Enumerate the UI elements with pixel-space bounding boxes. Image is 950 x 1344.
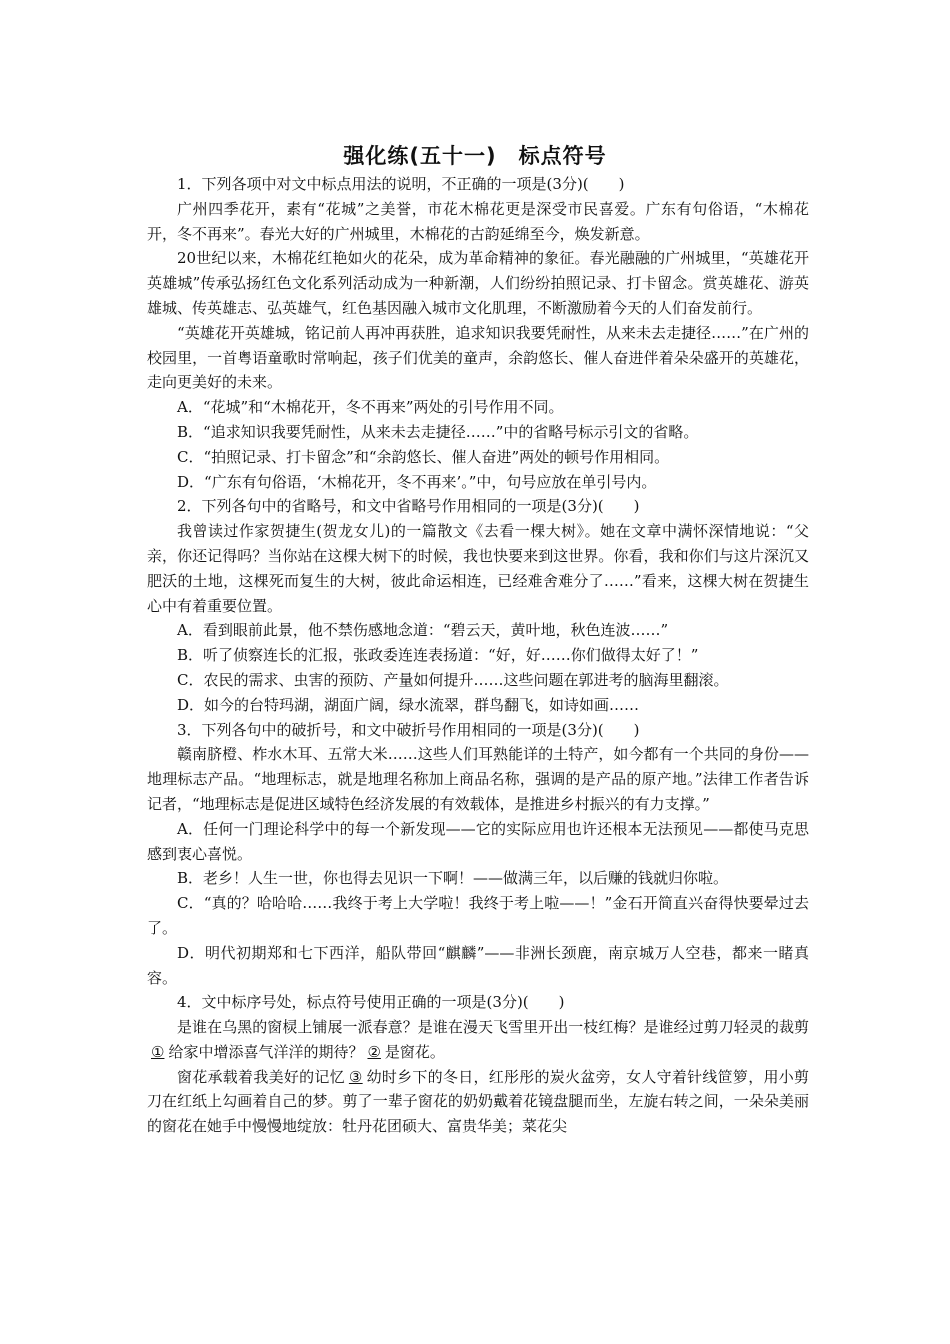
document-body (147, 172, 809, 1139)
question-2-stem: 2．下列各句中的省略号，和文中省略号作用相同的一项是(3分)( ) (177, 497, 640, 516)
option-a: A．看到眼前此景，他不禁伤感地念道：“碧云天，黄叶地，秋色连波……” (177, 621, 669, 640)
passage-1-paragraph: 20世纪以来，木棉花红艳如火的花朵，成为革命精神的象征。春光融融的广州城里，“英雄花开英雄城”传承弘扬红色文化系列活动成为一种新潮，人们纷纷拍照记录、打卡留念。赏英雄花、游英雄城、传英雄志、弘英雄气，红色基因融入城市文化肌理，不断激励着今天的人们奋发前行。 (147, 249, 809, 317)
option-d: D．明代初期郑和七下西洋，船队带回“麒麟”——非洲长颈鹿，南京城万人空巷，都来一睹真容。 (147, 943, 809, 987)
passage-4-text: 给家中增添喜气洋洋的期待？ (168, 1042, 364, 1061)
passage-4-text: 幼时乡下的冬日，红彤彤的炭火盆旁，女人守着针线笸箩，用小剪刀在红纸上勾画着自己的梦。剪了一辈子窗花的奶奶戴着花镜盘腿而坐，左旋右转之间，一朵朵美丽的窗花在她手中慢慢地绽放：牡丹花团硕大、富贵华美；菜花尖 (147, 1067, 809, 1136)
option-b: B．“追求知识我要凭耐性，从来未去走捷径……”中的省略号标示引文的省略。 (177, 422, 699, 441)
passage-1-paragraph: “英雄花开英雄城，铭记前人再冲再获胜，追求知识我要凭耐性，从来未去走捷径……”在广州的校园里，一首粤语童歌时常响起，孩子们优美的童声，余韵悠长、催人奋进伴着朵朵盛开的英雄花，走向更美好的未来。 (147, 323, 809, 392)
option-c: C．“真的？哈哈哈……我终于考上大学啦！我终于考上啦——！”金石开简直兴奋得快要晕过去了。 (147, 894, 809, 937)
passage-4-text: 是窗花。 (384, 1042, 445, 1061)
option-b: B．老乡！人生一世，你也得去见识一下啊！——做满三年，以后赚的钱就归你啦。 (177, 869, 729, 888)
option-c: C．农民的需求、虫害的预防、产量如何提升……这些问题在郭进考的脑海里翻滚。 (177, 670, 729, 689)
question-4-stem: 4．文中标序号处，标点符号使用正确的一项是(3分)( ) (177, 993, 565, 1012)
question-1-stem: 1．下列各项中对文中标点用法的说明，不正确的一项是(3分)( ) (177, 175, 625, 193)
passage-2-paragraph: 我曾读过作家贺捷生(贺龙女儿)的一篇散文《去看一棵大树》。她在文章中满怀深情地说：“父亲，你还记得吗？当你站在这棵大树下的时候，我也快要来到这世界。你看，我和你们与这片深沉又肥沃的土地，这棵死而复生的大树，彼此命运相连，已经难舍难分了……”看来，这棵大树在贺捷生心中有着重要位置。 (147, 522, 809, 615)
passage-4-paragraph (147, 1065, 809, 1139)
page-title: 强化练(五十一) 标点符号 (343, 144, 607, 168)
blank-3: ③ (348, 1067, 363, 1086)
blank-2: ② (367, 1042, 381, 1061)
option-c: C．“拍照记录、打卡留念”和“余韵悠长、催人奋进”两处的顿号作用相同。 (177, 447, 670, 466)
option-b: B．听了侦察连长的汇报，张政委连连表扬道：“好，好……你们做得太好了！” (177, 646, 699, 665)
passage-4-paragraph (147, 1015, 809, 1065)
blank-1: ① (151, 1042, 165, 1061)
passage-1-paragraph: 广州四季花开，素有“花城”之美誉，市花木棉花更是深受市民喜爱。广东有句俗语，“木棉花开，冬不再来”。春光大好的广州城里，木棉花的古韵延绵至今，焕发新意。 (147, 199, 809, 243)
option-d: D．如今的台特玛湖，湖面广阔，绿水流翠，群鸟翻飞，如诗如画…… (177, 695, 640, 714)
option-d: D．“广东有句俗语，‘木棉花开，冬不再来’。”中，句号应放在单引号内。 (177, 472, 657, 491)
question-3-stem: 3．下列各句中的破折号，和文中破折号作用相同的一项是(3分)( ) (177, 720, 640, 739)
passage-4-text: 是谁在乌黑的窗棂上铺展一派春意？是谁在漫天飞雪里开出一枝红梅？是谁经过剪刀轻灵的裁剪 (177, 1018, 809, 1037)
passage-4-text: 窗花承载着我美好的记忆 (177, 1067, 345, 1086)
option-a: A．任何一门理论科学中的每一个新发现——它的实际应用也许还根本无法预见——都使马克思感到衷心喜悦。 (147, 819, 809, 863)
passage-3-paragraph: 赣南脐橙、柞水木耳、五常大米……这些人们耳熟能详的土特产，如今都有一个共同的身份——地理标志产品。“地理标志，就是地理名称加上商品名称，强调的是产品的原产地。”法律工作者告诉记者，“地理标志是促进区域特色经济发展的有效载体，是推进乡村振兴的有力支撑。” (147, 745, 809, 813)
option-a: A．“花城”和“木棉花开，冬不再来”两处的引号作用不同。 (177, 398, 564, 417)
